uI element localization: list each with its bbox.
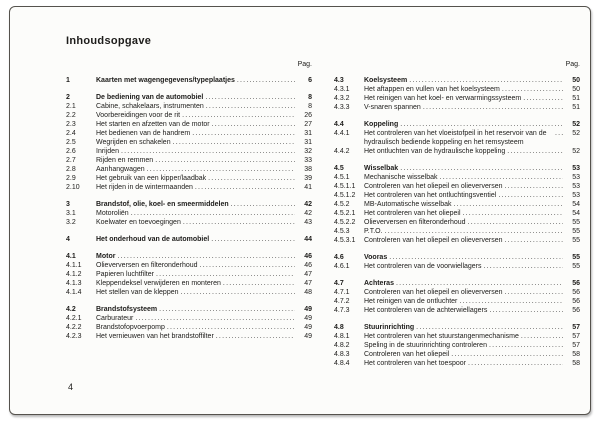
- dot-leader: [223, 279, 295, 288]
- toc-entry-number: 4.2.2: [66, 324, 82, 331]
- dot-leader: [200, 261, 295, 270]
- toc-entry: [66, 93, 312, 102]
- dot-leader: [498, 191, 563, 200]
- dot-leader: [212, 120, 295, 129]
- toc-entry-page: 55: [572, 254, 580, 261]
- toc-entry-number: 4.1.1: [66, 262, 82, 269]
- toc-entry: [66, 120, 312, 129]
- toc-entry-number: 4: [66, 236, 70, 243]
- toc-entry-page: 47: [304, 280, 312, 287]
- toc-entry-page: 55: [572, 263, 580, 270]
- dot-leader: [463, 209, 563, 218]
- toc-entry-page: 6: [308, 77, 312, 84]
- dot-leader: [231, 200, 295, 209]
- toc-entry-number: 3.2: [66, 219, 76, 226]
- dot-leader: [155, 156, 295, 165]
- dot-leader: [195, 183, 295, 192]
- toc-entry-page: 49: [304, 324, 312, 331]
- toc-entry-label: Cabine, schakelaars, instrumenten: [96, 103, 204, 110]
- toc-entry: [66, 252, 312, 261]
- toc-entry: [334, 182, 580, 191]
- toc-entry-label: V-snaren spannen: [364, 104, 421, 111]
- toc-entry-page: 53: [572, 174, 580, 181]
- toc-entry: [66, 314, 312, 323]
- dot-leader: [159, 305, 295, 314]
- dot-leader: [167, 323, 295, 332]
- toc-entry: [334, 297, 580, 306]
- toc-entry-number: 4.1.2: [66, 271, 82, 278]
- toc-entry-number: 4.7: [334, 280, 344, 287]
- toc-entry: [334, 341, 580, 350]
- toc-entry-number: 4.8.1: [334, 333, 350, 340]
- toc-entry-page: 33: [304, 157, 312, 164]
- toc-entry-number: 3: [66, 201, 70, 208]
- toc-entry: [334, 120, 580, 129]
- dot-leader: [489, 306, 563, 315]
- toc-entry-number: 4.3.2: [334, 95, 350, 102]
- toc-entry-page: 31: [304, 139, 312, 146]
- dot-leader: [192, 129, 295, 138]
- toc-entry-label: Het starten en afzetten van de motor: [96, 121, 210, 128]
- toc-entry-page: 46: [304, 253, 312, 260]
- dot-leader: [181, 288, 296, 297]
- dot-leader: [489, 341, 563, 350]
- dot-leader: [468, 218, 563, 227]
- dot-leader: [468, 359, 563, 368]
- toc-entry-label: Controleren van het oliepeil en olieverversen: [364, 289, 503, 296]
- toc-entry-page: 55: [572, 219, 580, 226]
- dot-leader: [502, 85, 563, 94]
- toc-entry-page: 56: [572, 298, 580, 305]
- page-number: 4: [68, 382, 74, 392]
- toc-entry-page: 50: [572, 77, 580, 84]
- toc-entry-label: P.T.O.: [364, 228, 383, 235]
- toc-entry: [66, 261, 312, 270]
- dot-leader: [459, 297, 563, 306]
- document-page: [9, 6, 591, 415]
- toc-entry-number: 4.2: [66, 306, 76, 313]
- toc-entry-page: 8: [308, 103, 312, 110]
- toc-entry-label: Controleren van het oliepeil: [364, 351, 450, 358]
- toc-entry-page: 58: [572, 360, 580, 367]
- dot-leader: [507, 147, 563, 156]
- dot-leader: [237, 76, 295, 85]
- toc-entry: [334, 76, 580, 85]
- pag-column-header: Pag.: [565, 61, 580, 68]
- toc-entry-number: 4.5.1.1: [334, 183, 356, 190]
- toc-entry-label: Rijden en remmen: [96, 157, 154, 164]
- dot-leader: [206, 102, 295, 111]
- toc-entry-label: Het onderhoud van de automobiel: [96, 236, 210, 243]
- toc-entry: [66, 147, 312, 156]
- toc-entry: [334, 94, 580, 103]
- toc-entry-label: Inrijden: [96, 148, 119, 155]
- toc-entry-number: 2.6: [66, 148, 76, 155]
- toc-entry-page: 52: [572, 148, 580, 155]
- toc-entry-page: 42: [304, 201, 312, 208]
- toc-entry: [334, 323, 580, 332]
- toc-entry-label: Het stellen van de kleppen: [96, 289, 179, 296]
- toc-entry-page: 42: [304, 210, 312, 217]
- toc-entry-page: 52: [572, 121, 580, 128]
- toc-entry-label: Koelwater en toevoegingen: [96, 219, 181, 226]
- toc-entry-number: 4.5.2.2: [334, 219, 356, 226]
- toc-entry: [334, 288, 580, 297]
- toc-entry-label: Kaarten met wagengegevens/typeplaatjes: [96, 77, 235, 84]
- toc-entry: [334, 164, 580, 173]
- toc-entry-label: Brandstof, olie, koel- en smeermiddelen: [96, 201, 229, 208]
- dot-leader: [385, 227, 563, 236]
- toc-entry: [334, 209, 580, 218]
- toc-entry-page: 44: [304, 236, 312, 243]
- toc-entry-number: 4.1.4: [66, 289, 82, 296]
- toc-entry-number: 4.3: [334, 77, 344, 84]
- toc-entry-label: De bediening van de automobiel: [96, 94, 204, 101]
- toc-entry-number: 4.7.2: [334, 298, 350, 305]
- toc-entry-number: 4.8.4: [334, 360, 350, 367]
- toc-entry: [334, 85, 580, 94]
- toc-entry: [334, 253, 580, 262]
- toc-entry: [66, 332, 312, 341]
- dot-leader: [505, 236, 563, 245]
- toc-entry: [334, 236, 580, 245]
- toc-entry-number: 4.2.1: [66, 315, 82, 322]
- toc-entry: [66, 76, 312, 85]
- dot-leader: [396, 279, 563, 288]
- toc-entry-label: Mechanische wisselbak: [364, 174, 438, 181]
- toc-entry-page: 49: [304, 306, 312, 313]
- dot-leader: [205, 93, 295, 102]
- toc-entry: [66, 156, 312, 165]
- toc-entry-label: Koelsysteem: [364, 77, 408, 84]
- page-content: [10, 7, 590, 414]
- toc-entry-page: 54: [572, 201, 580, 208]
- toc-entry-label: Het gebruik van een kipper/laadbak: [96, 175, 207, 182]
- toc-entry-number: 4.7.1: [334, 289, 350, 296]
- dot-leader: [521, 332, 563, 341]
- toc-entry-label: Het vernieuwen van het brandstoffilter: [96, 333, 214, 340]
- toc-entry-number: 2.5: [66, 139, 76, 146]
- toc-list-left: [66, 76, 312, 341]
- dot-leader: [484, 262, 563, 271]
- dot-leader: [131, 209, 295, 218]
- toc-entry-number: 2.8: [66, 166, 76, 173]
- toc-entry-number: 4.4.1: [334, 130, 350, 137]
- toc-entry-page: 50: [572, 86, 580, 93]
- toc-entry-label: Motoroliën: [96, 210, 129, 217]
- toc-entry-number: 4.3.3: [334, 104, 350, 111]
- toc-entry-label: Wisselbak: [364, 165, 399, 172]
- toc-entry-page: 56: [572, 307, 580, 314]
- toc-entry-number: 4.5.2.1: [334, 210, 356, 217]
- toc-entry-label: Het aftappen en vullen van het koelsysteem: [364, 86, 500, 93]
- toc-entry-label: Het rijden in de wintermaanden: [96, 184, 193, 191]
- toc-entry: [334, 306, 580, 315]
- toc-entry: [334, 332, 580, 341]
- dot-leader: [147, 165, 295, 174]
- toc-entry: [334, 103, 580, 112]
- dot-leader: [117, 252, 295, 261]
- toc-entry-number: 2.7: [66, 157, 76, 164]
- dot-leader: [440, 173, 563, 182]
- dot-leader: [416, 323, 563, 332]
- toc-entry: [334, 129, 580, 147]
- toc-entry-number: 2.1: [66, 103, 76, 110]
- toc-entry-page: 53: [572, 165, 580, 172]
- toc-entry-number: 2: [66, 94, 70, 101]
- toc-entry-number: 4.5.3.1: [334, 237, 356, 244]
- toc-entry-number: 3.1: [66, 210, 76, 217]
- dot-leader: [454, 200, 563, 209]
- toc-entry-number: 4.2.3: [66, 333, 82, 340]
- toc-entry: [334, 279, 580, 288]
- toc-entry-label: Het controleren van het stuurstangenmechanisme: [364, 333, 519, 340]
- toc-entry-number: 4.6.1: [334, 263, 350, 270]
- toc-entry-number: 2.10: [66, 184, 80, 191]
- dot-leader: [505, 288, 563, 297]
- toc-entry-number: 4.5: [334, 165, 344, 172]
- toc-entry-page: 48: [304, 289, 312, 296]
- toc-entry-number: 4.1.3: [66, 280, 82, 287]
- toc-entry: [66, 200, 312, 209]
- toc-entry-page: 32: [304, 148, 312, 155]
- toc-entry-page: 57: [572, 324, 580, 331]
- dot-leader: [135, 314, 295, 323]
- toc-entry-page: 56: [572, 289, 580, 296]
- toc-entry: [334, 147, 580, 156]
- toc-entry: [66, 138, 312, 147]
- toc-entry-label: Papieren luchtfilter: [96, 271, 154, 278]
- toc-entry: [66, 102, 312, 111]
- toc-entry-label: Het controleren van de voorwiellagers: [364, 263, 482, 270]
- toc-entry-number: 4.5.3: [334, 228, 350, 235]
- toc-entry-label: Het reinigen van de ontluchter: [364, 298, 458, 305]
- toc-entry: [66, 209, 312, 218]
- toc-entry-page: 53: [572, 183, 580, 190]
- toc-entry-number: 4.7.3: [334, 307, 350, 314]
- toc-entry: [334, 173, 580, 182]
- toc-entry-label: Motor: [96, 253, 116, 260]
- toc-entry-label: Brandstofopvoerpomp: [96, 324, 165, 331]
- toc-entry-page: 31: [304, 130, 312, 137]
- toc-entry-page: 52: [572, 130, 580, 137]
- toc-entry-page: 41: [304, 184, 312, 191]
- dot-leader: [211, 235, 295, 244]
- toc-entry-label: Controleren van het oliepeil en olieverversen: [364, 183, 503, 190]
- dot-leader: [400, 164, 563, 173]
- toc-entry-page: 27: [304, 121, 312, 128]
- dot-leader: [523, 94, 563, 103]
- toc-entry-label: Aanhangwagen: [96, 166, 145, 173]
- toc-entry-page: 43: [304, 219, 312, 226]
- toc-entry: [334, 218, 580, 227]
- toc-entry-label: Het controleren van het ontluchtingsventiel: [364, 192, 497, 199]
- toc-entry-label: Het bedienen van de handrem: [96, 130, 191, 137]
- toc-entry-number: 1: [66, 77, 70, 84]
- toc-entry-number: 4.5.1: [334, 174, 350, 181]
- dot-leader: [555, 129, 563, 138]
- toc-entry: [334, 350, 580, 359]
- toc-entry: [334, 200, 580, 209]
- toc-entry-page: 8: [308, 94, 312, 101]
- toc-entry-number: 4.1: [66, 253, 76, 260]
- toc-entry-number: 4.6: [334, 254, 344, 261]
- toc-entry: [334, 262, 580, 271]
- toc-entry-page: 54: [572, 210, 580, 217]
- toc-entry: [334, 191, 580, 200]
- toc-entry-page: 47: [304, 271, 312, 278]
- toc-entry-number: 4.5.2: [334, 201, 350, 208]
- dot-leader: [208, 174, 295, 183]
- toc-entry: [334, 227, 580, 236]
- toc-entry: [66, 270, 312, 279]
- toc-entry-label: Voorbereidingen voor de rit: [96, 112, 181, 119]
- toc-entry-page: 56: [572, 280, 580, 287]
- toc-column-left: [66, 61, 312, 368]
- toc-entry-number: 4.4: [334, 121, 344, 128]
- toc-entry-label: Olieverversen en filteronderhoud: [364, 219, 466, 226]
- toc-entry: [66, 174, 312, 183]
- toc-entry-page: 55: [572, 237, 580, 244]
- toc-entry-label: Achteras: [364, 280, 394, 287]
- toc-entry-label: MB-Automatische wisselbak: [364, 201, 452, 208]
- dot-leader: [451, 350, 563, 359]
- toc-entry-number: 4.5.1.2: [334, 192, 356, 199]
- dot-leader: [409, 76, 563, 85]
- toc-column-right: [334, 61, 580, 368]
- toc-entry-page: 49: [304, 315, 312, 322]
- toc-entry-page: 51: [572, 104, 580, 111]
- toc-entry-page: 39: [304, 175, 312, 182]
- dot-leader: [389, 253, 563, 262]
- dot-leader: [121, 147, 295, 156]
- toc-entry-number: 2.4: [66, 130, 76, 137]
- toc-entry-label: Het reinigen van het koel- en verwarmingssysteem: [364, 95, 522, 102]
- dot-leader: [182, 111, 295, 120]
- toc-entry-label: Het controleren van het toespoor: [364, 360, 466, 367]
- toc-list-right: [334, 76, 580, 368]
- toc-entry: [66, 111, 312, 120]
- toc-entry-page: 57: [572, 342, 580, 349]
- dot-leader: [423, 103, 563, 112]
- toc-entry: [66, 323, 312, 332]
- dot-leader: [505, 182, 563, 191]
- toc-entry-page: 57: [572, 333, 580, 340]
- toc-entry: [66, 305, 312, 314]
- toc-entry-label: Het ontluchten van de hydraulische koppeling: [364, 148, 506, 155]
- toc-entry: [334, 359, 580, 368]
- toc-entry-page: 58: [572, 351, 580, 358]
- toc-entry-number: 2.9: [66, 175, 76, 182]
- toc-entry-page: 38: [304, 166, 312, 173]
- toc-entry-number: 2.2: [66, 112, 76, 119]
- toc-entry-number: 4.8.3: [334, 351, 350, 358]
- toc-entry: [66, 288, 312, 297]
- toc-entry-number: 4.8.2: [334, 342, 350, 349]
- toc-entry-page: 46: [304, 262, 312, 269]
- toc-entry: [66, 235, 312, 244]
- toc-entry-number: 4.4.2: [334, 148, 350, 155]
- toc-entry-label: Kleppendeksel verwijderen en monteren: [96, 280, 221, 287]
- toc-entry-label: Controleren van het oliepeil en olieverversen: [364, 237, 503, 244]
- toc-entry-label: Het controleren van het vloeistofpeil in het reservoir van de hydraulisch bediende koppeling en het remsysteem: [364, 130, 547, 146]
- toc-entry-page: 26: [304, 112, 312, 119]
- toc-entry-number: 4.8: [334, 324, 344, 331]
- dot-leader: [173, 138, 295, 147]
- toc-entry: [66, 129, 312, 138]
- toc-entry-page: 51: [572, 95, 580, 102]
- toc-entry-label: Het controleren van het oliepeil: [364, 210, 461, 217]
- toc-entry-label: Speling in de stuurinrichting controleren: [364, 342, 487, 349]
- dot-leader: [156, 270, 295, 279]
- toc-entry-label: Het controleren van de achterwiellagers: [364, 307, 488, 314]
- toc-entry-label: Stuurinrichting: [364, 324, 415, 331]
- toc-entry-label: Olieverversen en filteronderhoud: [96, 262, 198, 269]
- page-title: Inhoudsopgave: [66, 35, 152, 47]
- toc-entry: [66, 218, 312, 227]
- toc-entry-label: Koppeling: [364, 121, 399, 128]
- toc-entry-label: Wegrijden en schakelen: [96, 139, 171, 146]
- toc-entry-label: Carburateur: [96, 315, 134, 322]
- toc-entry: [66, 183, 312, 192]
- toc-entry-page: 53: [572, 192, 580, 199]
- toc-entry: [66, 279, 312, 288]
- dot-leader: [183, 218, 295, 227]
- toc-entry-page: 55: [572, 228, 580, 235]
- dot-leader: [216, 332, 295, 341]
- toc-entry-page: 49: [304, 333, 312, 340]
- toc-entry-label: Brandstofsysteem: [96, 306, 158, 313]
- toc-entry-number: 2.3: [66, 121, 76, 128]
- toc-entry-number: 4.3.1: [334, 86, 350, 93]
- pag-column-header: Pag.: [297, 61, 312, 68]
- toc-columns: [66, 61, 580, 368]
- toc-entry: [66, 165, 312, 174]
- dot-leader: [400, 120, 563, 129]
- toc-entry-label: Vooras: [364, 254, 388, 261]
